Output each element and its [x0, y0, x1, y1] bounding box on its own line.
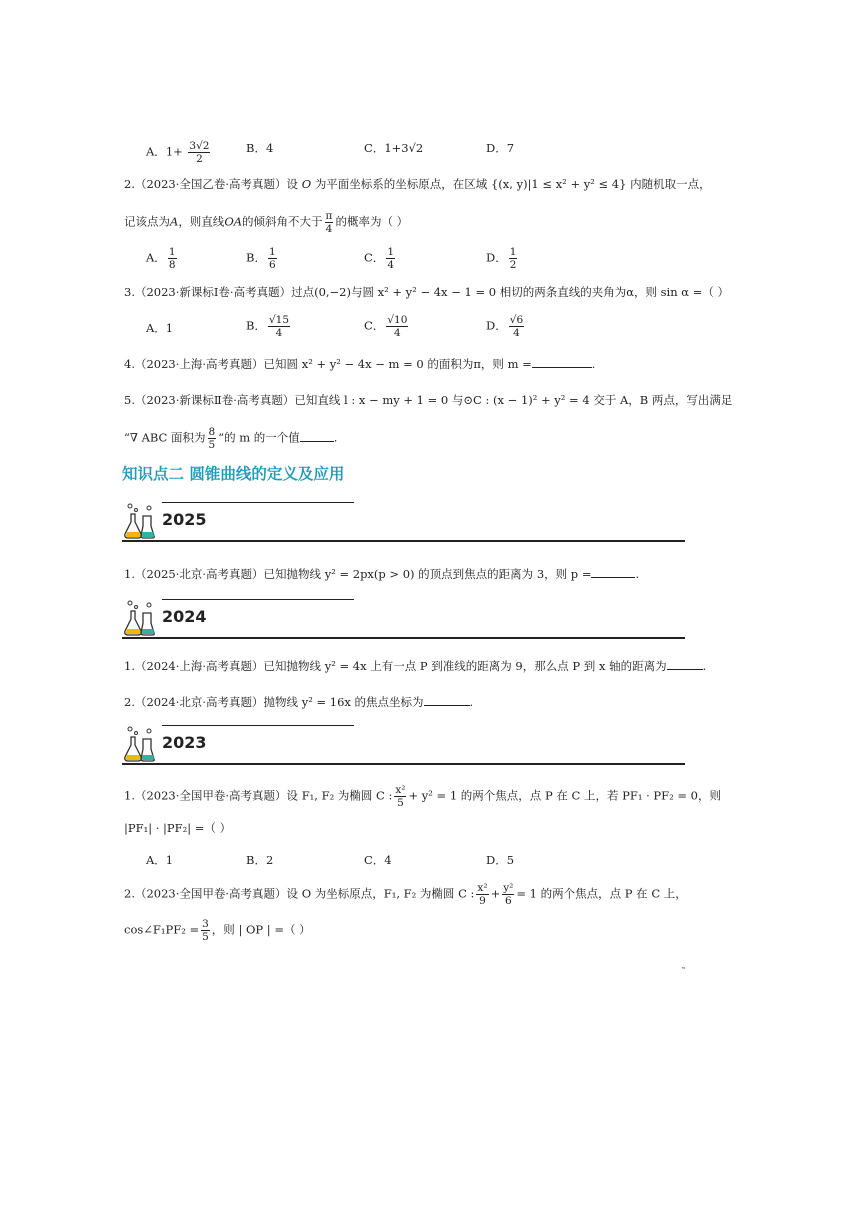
- year-label: 2025: [162, 510, 207, 529]
- q5-line1: 5.（2023·新课标Ⅱ卷·高考真题）已知直线 l : x − my + 1 = 0 与⊙C : (x − 1)² + y² = 4 交于 A，B 两点，写出满足: [124, 393, 733, 407]
- answer-blank[interactable]: [532, 367, 592, 368]
- rule: [162, 502, 354, 503]
- fraction: $\frac{\text{x²}}{9}$: [477, 882, 488, 907]
- q2-option-d: D． $\frac{1}{2}$: [486, 246, 517, 271]
- p2023-q1-option-c: C．4: [364, 853, 392, 867]
- fraction: $\frac{√10}{4}$: [387, 314, 408, 339]
- year-label: 2023: [162, 733, 207, 752]
- option-a-prev: A．1+ $\frac{3√2}{2}$: [146, 140, 210, 165]
- divider: [122, 763, 685, 765]
- rule: [162, 599, 354, 600]
- fraction: $\frac{3√2}{2}$: [189, 140, 210, 165]
- section-title: 知识点二 圆锥曲线的定义及应用: [122, 465, 345, 483]
- option-d-prev: D．7: [486, 141, 515, 155]
- p2023-q1-line2: |PF₁| · |PF₂| =（ ）: [124, 821, 232, 835]
- q2-line2: 记该点为A，则直线OA的倾斜角不大于 $\frac{\pi}{4}$ 的概率为（ ）: [124, 210, 409, 235]
- p2023-q1-option-b: B．2: [246, 853, 274, 867]
- fraction: $\frac{√6}{4}$: [509, 314, 524, 339]
- q2-option-b: B． $\frac{1}{6}$: [246, 246, 276, 271]
- q5-line2: “∇ ABC 面积为 $\frac{8}{5}$ ”的 m 的一个值 .: [124, 426, 338, 451]
- q3-option-a: A．1: [146, 321, 174, 335]
- q2-option-c: C． $\frac{1}{4}$: [364, 246, 394, 271]
- rule: [162, 725, 354, 726]
- q3-option-b: B． $\frac{√15}{4}$: [246, 314, 290, 339]
- answer-blank[interactable]: [300, 441, 334, 442]
- fraction: $\frac{8}{5}$: [208, 426, 216, 451]
- corner-mark: ˜: [681, 967, 686, 978]
- year-band-2024: [122, 597, 685, 639]
- fraction: $\frac{√15}{4}$: [268, 314, 290, 339]
- fraction: $\frac{\text{y²}}{6}$: [503, 882, 514, 907]
- divider: [122, 637, 685, 639]
- fraction: $\frac{3}{5}$: [202, 918, 209, 943]
- fraction: $\frac{1}{2}$: [509, 246, 517, 271]
- option-c-prev: C．1+3√2: [364, 141, 424, 155]
- p2024-q1: 1.（2024·上海·高考真题）已知抛物线 y² = 4x 上有一点 P 到准线的距离为 9，那么点 P 到 x 轴的距离为 .: [124, 659, 707, 673]
- flask-icon: [122, 599, 158, 639]
- divider: [122, 540, 685, 542]
- p2023-q2-line1: 2.（2023·全国甲卷·高考真题）设 O 为坐标原点，F₁, F₂ 为椭圆 C : $\frac{\text{x²}}{9}$ + $\frac{\text{y²}}{6}$ = 1 的两个焦点，点 P 在 C 上，: [124, 882, 687, 907]
- fraction: $\frac{1}{8}$: [168, 246, 176, 271]
- p2023-q1-line1: 1.（2023·全国甲卷·高考真题）设 F₁, F₂ 为椭圆 C : $\frac{\text{x²}}{5}$ + y² = 1 的两个焦点，点 P 在 C 上，若 PF₁ · PF₂ = 0，则: [124, 784, 721, 809]
- fraction: $\frac{1}{4}$: [387, 246, 394, 271]
- fraction: $\frac{\text{x²}}{5}$: [395, 784, 406, 809]
- fraction: $\frac{\pi}{4}$: [325, 210, 333, 235]
- answer-blank[interactable]: [424, 705, 470, 706]
- p2023-q1-option-d: D．5: [486, 853, 515, 867]
- answer-blank[interactable]: [591, 577, 635, 578]
- p2025-q1: 1.（2025·北京·高考真题）已知抛物线 y² = 2px(p > 0) 的顶点到焦点的距离为 3，则 p = .: [124, 567, 640, 581]
- year-label: 2024: [162, 607, 207, 626]
- flask-icon: [122, 502, 158, 542]
- fraction: $\frac{1}{6}$: [268, 246, 276, 271]
- q4-text: 4.（2023·上海·高考真题）已知圆 x² + y² − 4x − m = 0 的面积为π，则 m = .: [124, 357, 596, 371]
- year-band-2025: [122, 500, 685, 542]
- q3-option-c: C． $\frac{√10}{4}$: [364, 314, 408, 339]
- q2-option-a: A． $\frac{1}{8}$: [146, 246, 176, 271]
- year-band-2023: [122, 723, 685, 765]
- p2023-q2-line2: cos∠F₁PF₂ = $\frac{3}{5}$ ，则 | OP | =（ ）: [124, 918, 311, 943]
- q3-text: 3.（2023·新课标Ⅰ卷·高考真题）过点(0,−2)与圆 x² + y² − 4x − 1 = 0 相切的两条直线的夹角为α，则 sin α =（ ）: [124, 285, 729, 299]
- q2-line1: 2.（2023·全国乙卷·高考真题）设 O 为平面坐标系的坐标原点，在区域 {(x, y)|1 ≤ x² + y² ≤ 4} 内随机取一点，: [124, 177, 711, 191]
- q3-option-d: D． $\frac{√6}{4}$: [486, 314, 524, 339]
- option-b-prev: B．4: [246, 141, 274, 155]
- answer-blank[interactable]: [667, 669, 703, 670]
- p2023-q1-option-a: A．1: [146, 853, 174, 867]
- flask-icon: [122, 725, 158, 765]
- p2024-q2: 2.（2024·北京·高考真题）抛物线 y² = 16x 的焦点坐标为 .: [124, 695, 474, 709]
